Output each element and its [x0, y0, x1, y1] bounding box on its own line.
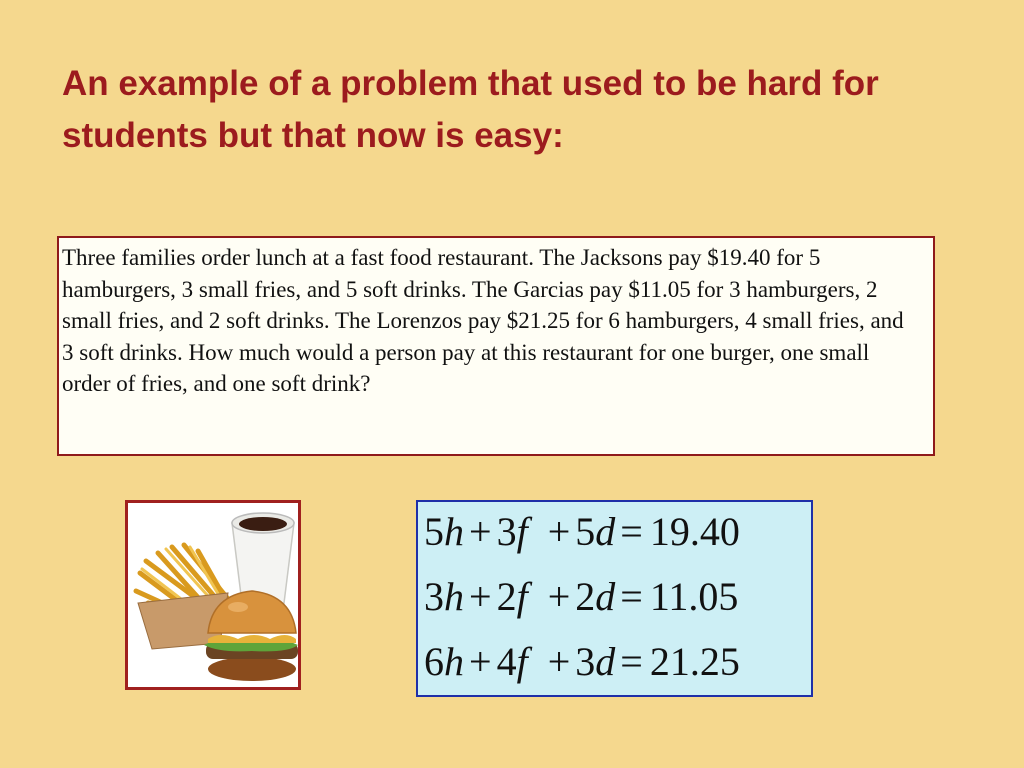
plus-sign: + [469, 509, 492, 554]
food-image [125, 500, 301, 690]
equation-row [424, 567, 738, 627]
equation-row [424, 502, 740, 562]
d-coefficient: 5 [575, 509, 596, 554]
h-variable: h [444, 509, 464, 554]
equals-sign: = [620, 639, 643, 684]
plus-sign: + [469, 639, 492, 684]
d-coefficient: 3 [575, 639, 596, 684]
f-variable: f [516, 574, 528, 619]
f-variable: f [516, 509, 528, 554]
d-variable: d [595, 639, 616, 684]
plus-sign: + [547, 639, 571, 684]
equation-system [416, 500, 813, 697]
h-coefficient: 6 [424, 639, 444, 684]
word-problem-text: Three families order lunch at a fast food restaurant. The Jacksons pay $19.40 for 5 hamburgers, 3 small fries, and 5 soft drinks. The Garcias pay $11.05 for 3 hamburgers, 2 small fries, and 2 soft drinks. The Lorenzos pay $21.25 for 6 hamburgers, 4 small fries, and 3 soft drinks. How much would a person pay at this restaurant for one burger, one small order of fries, and one soft drink? [62, 245, 904, 396]
f-coefficient: 4 [496, 639, 517, 684]
equals-sign: = [620, 509, 643, 554]
equation-row [424, 632, 740, 692]
plus-sign: + [547, 574, 571, 619]
equals-sign: = [620, 574, 643, 619]
f-coefficient: 2 [496, 574, 517, 619]
equation-total: 21.25 [649, 639, 740, 684]
equation-total: 11.05 [649, 574, 739, 619]
word-problem-box [57, 236, 935, 456]
d-variable: d [595, 509, 616, 554]
h-coefficient: 5 [424, 509, 444, 554]
fast-food-meal-icon [128, 503, 298, 687]
equation-total: 19.40 [649, 509, 740, 554]
h-variable: h [444, 574, 464, 619]
plus-sign: + [547, 509, 571, 554]
h-variable: h [444, 639, 464, 684]
d-coefficient: 2 [575, 574, 596, 619]
slide-title: An example of a problem that used to be hard for students but that now is easy: [62, 64, 879, 155]
d-variable: d [595, 574, 616, 619]
f-variable: f [516, 639, 528, 684]
plus-sign: + [469, 574, 492, 619]
h-coefficient: 3 [424, 574, 444, 619]
f-coefficient: 3 [496, 509, 517, 554]
